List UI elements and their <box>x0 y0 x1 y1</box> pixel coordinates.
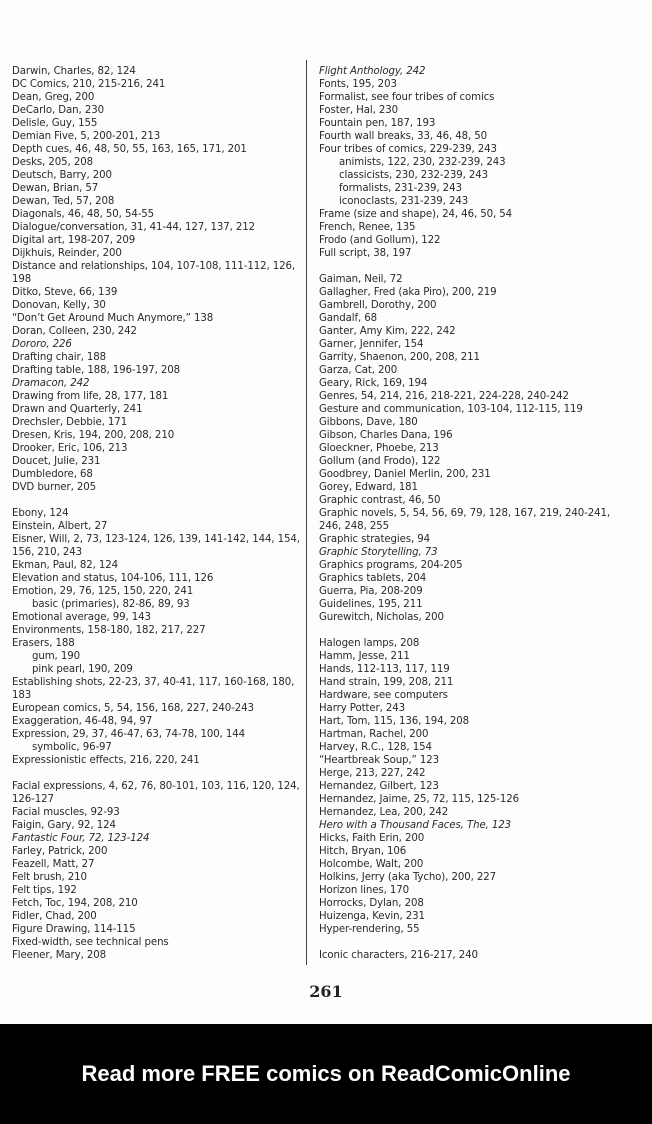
index-entry: Feazell, Matt, 27 <box>12 859 95 870</box>
index-entry: Dewan, Brian, 57 <box>12 183 99 194</box>
index-entry-continuation: 156, 210, 243 <box>12 547 82 558</box>
index-entry: Genres, 54, 214, 216, 218-221, 224-228, 240-242 <box>319 391 569 402</box>
index-entry: Emotion, 29, 76, 125, 150, 220, 241 <box>12 586 194 597</box>
page-number: 261 <box>309 982 343 1001</box>
index-section-gap <box>12 494 302 507</box>
index-entry: Hernandez, Lea, 200, 242 <box>319 807 449 818</box>
index-entry: Gloeckner, Phoebe, 213 <box>319 443 439 454</box>
index-entry: Four tribes of comics, 229-239, 243 <box>319 144 497 155</box>
index-entry: Farley, Patrick, 200 <box>12 846 108 857</box>
index-entry: Frodo (and Gollum), 122 <box>319 235 441 246</box>
index-entry: Hand strain, 199, 208, 211 <box>319 677 454 688</box>
index-subentry: gum, 190 <box>32 651 80 662</box>
index-entry: Fourth wall breaks, 33, 46, 48, 50 <box>319 131 488 142</box>
index-entry: Fountain pen, 187, 193 <box>319 118 436 129</box>
index-entry: Dororo, 226 <box>12 339 72 350</box>
index-subentry: animists, 122, 230, 232-239, 243 <box>339 157 506 168</box>
promo-banner[interactable] <box>0 1024 652 1124</box>
index-entry: Ebony, 124 <box>12 508 69 519</box>
index-entry: Fidler, Chad, 200 <box>12 911 97 922</box>
index-entry: Gesture and communication, 103-104, 112-115, 119 <box>319 404 583 415</box>
index-entry: Dewan, Ted, 57, 208 <box>12 196 115 207</box>
index-entry: Full script, 38, 197 <box>319 248 412 259</box>
index-entry: Gollum (and Frodo), 122 <box>319 456 441 467</box>
index-entry: Expressionistic effects, 216, 220, 241 <box>12 755 200 766</box>
index-entry: Graphic contrast, 46, 50 <box>319 495 441 506</box>
index-entry: Hero with a Thousand Faces, The, 123 <box>319 820 512 831</box>
index-entry: Ekman, Paul, 82, 124 <box>12 560 119 571</box>
index-entry: Hernandez, Jaime, 25, 72, 115, 125-126 <box>319 794 519 805</box>
index-entry: Faigin, Gary, 92, 124 <box>12 820 116 831</box>
index-entry: Emotional average, 99, 143 <box>12 612 151 623</box>
index-subentry: pink pearl, 190, 209 <box>32 664 133 675</box>
index-entry: Einstein, Albert, 27 <box>12 521 108 532</box>
index-entry: Graphics programs, 204-205 <box>319 560 463 571</box>
index-entry: Drechsler, Debbie, 171 <box>12 417 128 428</box>
index-entry: Doran, Colleen, 230, 242 <box>12 326 137 337</box>
index-entry: Formalist, see four tribes of comics <box>319 92 495 103</box>
index-entry: Facial muscles, 92-93 <box>12 807 120 818</box>
index-entry: Halogen lamps, 208 <box>319 638 420 649</box>
index-entry: Drawn and Quarterly, 241 <box>12 404 143 415</box>
index-subentry: symbolic, 96-97 <box>32 742 112 753</box>
index-entry: Digital art, 198-207, 209 <box>12 235 136 246</box>
column-divider <box>306 60 307 965</box>
index-entry: Fonts, 195, 203 <box>319 79 397 90</box>
index-entry: DeCarlo, Dan, 230 <box>12 105 104 116</box>
index-entry: Holkins, Jerry (aka Tycho), 200, 227 <box>319 872 497 883</box>
index-entry: Hands, 112-113, 117, 119 <box>319 664 450 675</box>
index-entry: Demian Five, 5, 200-201, 213 <box>12 131 161 142</box>
index-subentry: classicists, 230, 232-239, 243 <box>339 170 489 181</box>
index-entry: Donovan, Kelly, 30 <box>12 300 106 311</box>
index-entry: Deutsch, Barry, 200 <box>12 170 112 181</box>
index-section-gap <box>319 936 644 949</box>
index-entry: Geary, Rick, 169, 194 <box>319 378 428 389</box>
index-entry: European comics, 5, 54, 156, 168, 227, 240-243 <box>12 703 254 714</box>
index-section-gap <box>319 624 644 637</box>
index-entry: Garza, Cat, 200 <box>319 365 398 376</box>
index-entry: Guerra, Pia, 208-209 <box>319 586 423 597</box>
index-entry: Drooker, Eric, 106, 213 <box>12 443 128 454</box>
index-subentry: formalists, 231-239, 243 <box>339 183 462 194</box>
index-entry: Frame (size and shape), 24, 46, 50, 54 <box>319 209 513 220</box>
index-entry: Garner, Jennifer, 154 <box>319 339 424 350</box>
index-entry-continuation: 183 <box>12 690 32 701</box>
index-entry: Eisner, Will, 2, 73, 123-124, 126, 139, 141-142, 144, 154, <box>12 534 300 545</box>
index-entry: Hernandez, Gilbert, 123 <box>319 781 439 792</box>
index-entry: Felt brush, 210 <box>12 872 87 883</box>
index-entry: Elevation and status, 104-106, 111, 126 <box>12 573 214 584</box>
index-entry: Dresen, Kris, 194, 200, 208, 210 <box>12 430 175 441</box>
index-entry: Ganter, Amy Kim, 222, 242 <box>319 326 456 337</box>
index-entry: Desks, 205, 208 <box>12 157 93 168</box>
index-subentry: basic (primaries), 82-86, 89, 93 <box>32 599 190 610</box>
index-entry: Graphic Storytelling, 73 <box>319 547 438 558</box>
index-entry: Huizenga, Kevin, 231 <box>319 911 425 922</box>
index-entry: Diagonals, 46, 48, 50, 54-55 <box>12 209 155 220</box>
index-entry: Horrocks, Dylan, 208 <box>319 898 424 909</box>
index-entry: Felt tips, 192 <box>12 885 77 896</box>
index-entry: Fleener, Mary, 208 <box>12 950 106 961</box>
index-entry: Hyper-rendering, 55 <box>319 924 420 935</box>
index-entry: Establishing shots, 22-23, 37, 40-41, 117, 160-168, 180, <box>12 677 295 688</box>
index-entry: Gaiman, Neil, 72 <box>319 274 403 285</box>
index-entry: Dean, Greg, 200 <box>12 92 95 103</box>
index-entry: DVD burner, 205 <box>12 482 96 493</box>
index-entry: Gibbons, Dave, 180 <box>319 417 418 428</box>
index-entry: Fetch, Toc, 194, 208, 210 <box>12 898 138 909</box>
index-entry: Hartman, Rachel, 200 <box>319 729 429 740</box>
index-entry: Drawing from life, 28, 177, 181 <box>12 391 169 402</box>
index-entry: Distance and relationships, 104, 107-108, 111-112, 126, <box>12 261 296 272</box>
index-entry: Fixed-width, see technical pens <box>12 937 169 948</box>
index-entry: Environments, 158-180, 182, 217, 227 <box>12 625 206 636</box>
index-entry: Hitch, Bryan, 106 <box>319 846 407 857</box>
index-entry: Graphics tablets, 204 <box>319 573 427 584</box>
index-entry: Horizon lines, 170 <box>319 885 410 896</box>
index-entry: Hart, Tom, 115, 136, 194, 208 <box>319 716 469 727</box>
index-entry: “Heartbreak Soup,” 123 <box>319 755 440 766</box>
index-entry: Dialogue/conversation, 31, 41-44, 127, 137, 212 <box>12 222 256 233</box>
index-entry: Dijkhuis, Reinder, 200 <box>12 248 122 259</box>
index-entry-continuation: 246, 248, 255 <box>319 521 389 532</box>
index-entry: Hamm, Jesse, 211 <box>319 651 410 662</box>
index-entry: Gibson, Charles Dana, 196 <box>319 430 453 441</box>
promo-banner-text[interactable]: Read more FREE comics on ReadComicOnline <box>81 1061 571 1086</box>
index-entry: Iconic characters, 216-217, 240 <box>319 950 478 961</box>
index-entry: Herge, 213, 227, 242 <box>319 768 426 779</box>
index-entry: Garrity, Shaenon, 200, 208, 211 <box>319 352 480 363</box>
index-entry: Dumbledore, 68 <box>12 469 93 480</box>
index-subentry: iconoclasts, 231-239, 243 <box>339 196 469 207</box>
index-section-gap <box>12 767 302 780</box>
index-entry: Gambrell, Dorothy, 200 <box>319 300 437 311</box>
index-entry: Gandalf, 68 <box>319 313 378 324</box>
index-entry: French, Renee, 135 <box>319 222 416 233</box>
index-entry: Drafting table, 188, 196-197, 208 <box>12 365 181 376</box>
index-entry: Gorey, Edward, 181 <box>319 482 418 493</box>
index-entry: Guidelines, 195, 211 <box>319 599 423 610</box>
index-entry: Doucet, Julie, 231 <box>12 456 101 467</box>
index-entry: Harry Potter, 243 <box>319 703 406 714</box>
index-entry: Gallagher, Fred (aka Piro), 200, 219 <box>319 287 497 298</box>
index-entry: Holcombe, Walt, 200 <box>319 859 424 870</box>
index-entry: Drafting chair, 188 <box>12 352 107 363</box>
index-entry: Hicks, Faith Erin, 200 <box>319 833 425 844</box>
index-entry: Flight Anthology, 242 <box>319 66 426 77</box>
index-entry: Figure Drawing, 114-115 <box>12 924 136 935</box>
index-entry: Facial expressions, 4, 62, 76, 80-101, 103, 116, 120, 124, <box>12 781 300 792</box>
index-entry: Ditko, Steve, 66, 139 <box>12 287 118 298</box>
index-entry-continuation: 126-127 <box>12 794 54 805</box>
index-entry: Harvey, R.C., 128, 154 <box>319 742 432 753</box>
index-entry-continuation: 198 <box>12 274 32 285</box>
index-entry: Gurewitch, Nicholas, 200 <box>319 612 444 623</box>
index-entry: Dramacon, 242 <box>12 378 90 389</box>
index-entry: DC Comics, 210, 215-216, 241 <box>12 79 166 90</box>
index-entry: Goodbrey, Daniel Merlin, 200, 231 <box>319 469 491 480</box>
index-entry: Darwin, Charles, 82, 124 <box>12 66 136 77</box>
index-entry: Depth cues, 46, 48, 50, 55, 163, 165, 171, 201 <box>12 144 247 155</box>
index-column-left <box>12 65 302 962</box>
index-entry: Hardware, see computers <box>319 690 448 701</box>
index-entry: “Don’t Get Around Much Anymore,” 138 <box>12 313 214 324</box>
index-column-right <box>319 65 644 962</box>
index-entry: Foster, Hal, 230 <box>319 105 399 116</box>
index-entry: Erasers, 188 <box>12 638 75 649</box>
index-entry: Fantastic Four, 72, 123-124 <box>12 833 150 844</box>
index-entry: Graphic strategies, 94 <box>319 534 431 545</box>
index-entry: Exaggeration, 46-48, 94, 97 <box>12 716 153 727</box>
index-section-gap <box>319 260 644 273</box>
index-entry: Expression, 29, 37, 46-47, 63, 74-78, 100, 144 <box>12 729 246 740</box>
index-entry: Delisle, Guy, 155 <box>12 118 98 129</box>
index-entry: Graphic novels, 5, 54, 56, 69, 79, 128, 167, 219, 240-241, <box>319 508 611 519</box>
